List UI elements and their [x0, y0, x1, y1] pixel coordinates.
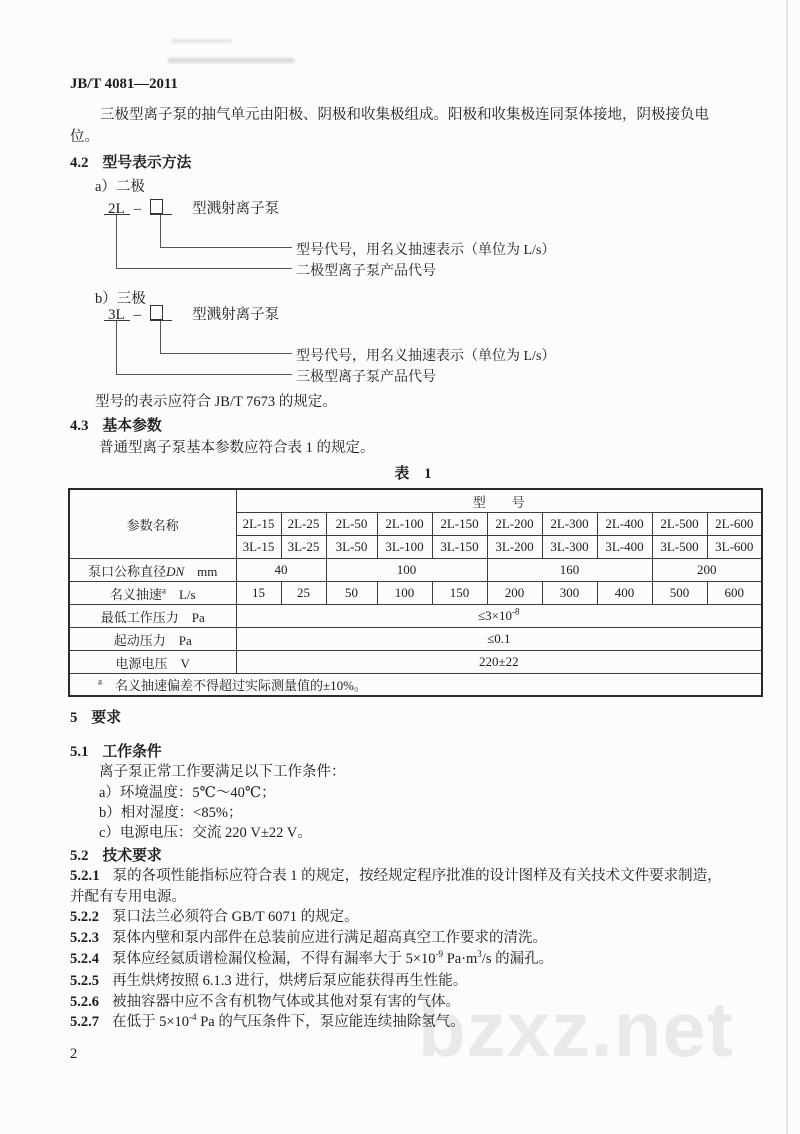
value-exponent: -4 [189, 1012, 197, 1023]
dash: – [133, 201, 142, 217]
model-header: 型 号 [236, 489, 762, 513]
value-exponent: 3 [477, 949, 482, 960]
dash: – [133, 307, 142, 323]
placeholder-box-icon [150, 305, 163, 320]
section-title: 型号表示方法 [102, 155, 192, 171]
scan-edge-line [786, 0, 788, 1134]
table-cell: 2L-200 [487, 513, 542, 536]
clause-number: 5.2.6 [70, 994, 99, 1010]
start-pressure-value: ≤0.1 [236, 628, 762, 651]
table-footnote [69, 674, 762, 697]
value-exponent: -8 [512, 606, 520, 617]
voltage-row [69, 651, 762, 674]
table-cell: 3L-600 [707, 536, 762, 559]
table-cell: 3L-50 [326, 536, 377, 559]
working-conditions-intro: 离子泵正常工作要满足以下工作条件： [99, 764, 346, 780]
table-cell: 3L-200 [487, 536, 542, 559]
table-cell: 2L-600 [707, 513, 762, 536]
clause-5-2-3 [70, 928, 547, 948]
table-cell: 160 [487, 559, 652, 582]
clause-number: 5.2.3 [70, 930, 99, 946]
model-code-callout: 型号代号，用名义抽速表示（单位为 L/s） [296, 243, 556, 258]
table-cell: 2L-500 [652, 513, 707, 536]
section-number: 4.3 [70, 418, 89, 434]
clause-text: 泵体内壁和泵内部件在总装前应进行满足超高真空工作要求的清洗。 [112, 930, 547, 946]
page-number: 2 [70, 1046, 78, 1062]
min-pressure-label: 最低工作压力 Pa [69, 605, 236, 628]
clause-5-2-1-line-2: 并配有专用电源。 [70, 889, 186, 905]
clause-number: 5.2.5 [70, 973, 99, 989]
placeholder-box-icon [150, 199, 163, 214]
table-cell: 600 [707, 582, 762, 605]
section-title: 技术要求 [102, 848, 162, 864]
clause-text: Pa 的气压条件下，泵应能连续抽除氢气。 [196, 1014, 465, 1030]
table-cell: 2L-100 [377, 513, 432, 536]
footnote-marker: a [161, 585, 166, 596]
clause-number: 5.2.7 [70, 1014, 99, 1030]
item-a-label: a）二极 [95, 179, 145, 195]
section-5-heading [70, 706, 121, 727]
condition-item-a: a）环境温度：5℃～40℃； [99, 785, 276, 801]
section-4-2-heading [70, 151, 191, 172]
table-cell: 500 [652, 582, 707, 605]
clause-5-2-2 [70, 907, 359, 927]
clause-5-2-7 [70, 1012, 465, 1032]
table-cell: 40 [236, 559, 326, 582]
section-number: 5.1 [70, 744, 89, 760]
footnote-marker: a [98, 676, 102, 687]
table-cell: 300 [542, 582, 597, 605]
table-cell: 3L-300 [542, 536, 597, 559]
model-diagram-2l [0, 197, 800, 289]
dn-unit: mm [184, 563, 218, 579]
voltage-label: 电源电压 V [69, 651, 236, 674]
clause-text: 泵体应经氦质谱检漏仪检漏，不得有漏率大于 5×10 [112, 951, 436, 967]
table-cell: 400 [597, 582, 652, 605]
table-cell: 200 [652, 559, 762, 582]
speed-label-text: 名义抽速 [109, 586, 162, 602]
section-number: 4.2 [70, 155, 89, 171]
table-caption: 表 1 [394, 466, 432, 482]
clause-number: 5.2.2 [70, 909, 99, 925]
intro-line-1: 三极型离子泵的抽气单元由阳极、阴极和收集极组成。阳极和收集极连同泵体接地，阴极接负电 [100, 107, 709, 123]
table-cell: 2L-400 [597, 513, 652, 536]
section-4-3-heading [70, 414, 162, 435]
value-exponent: -9 [435, 949, 444, 960]
table-cell: 25 [281, 582, 326, 605]
product-code-callout: 二极型离子泵产品代号 [296, 264, 436, 279]
table-footnote-row [69, 674, 762, 697]
table-cell: 2L-50 [326, 513, 377, 536]
clause-5-2-1-line-1 [70, 866, 722, 886]
table-cell: 2L-25 [281, 513, 326, 536]
clause-5-2-4 [70, 949, 553, 969]
dn-label [69, 559, 236, 582]
start-pressure-row [69, 628, 762, 651]
clause-text: 被抽容器中应不含有机物气体或其他对泵有害的气体。 [112, 994, 460, 1010]
table-cell: 50 [326, 582, 377, 605]
section-title: 工作条件 [102, 744, 162, 760]
product-code-callout: 三极型离子泵产品代号 [296, 370, 436, 385]
scan-smudge [168, 58, 294, 63]
model-code: 3L [108, 307, 125, 323]
section-title: 要求 [91, 710, 122, 726]
start-pressure-label: 起动压力 Pa [69, 628, 236, 651]
table-cell: 3L-25 [281, 536, 326, 559]
section-5-2-heading [70, 844, 162, 865]
table-cell: 3L-100 [377, 536, 432, 559]
section-4-3-body: 普通型离子泵基本参数应符合表 1 的规定。 [99, 440, 375, 456]
intro-line-2: 位。 [70, 129, 99, 145]
model-suffix: 型溅射离子泵 [192, 307, 280, 323]
section-title: 基本参数 [102, 418, 162, 434]
table-cell: 100 [377, 582, 432, 605]
table-cell: 3L-150 [432, 536, 487, 559]
clause-number: 5.2.4 [70, 951, 99, 967]
table-cell: 3L-15 [236, 536, 281, 559]
min-pressure-value [236, 605, 762, 628]
section-number: 5 [70, 710, 78, 726]
clause-5-2-6 [70, 992, 460, 1012]
model-code: 2L [108, 201, 125, 217]
clause-5-2-5 [70, 971, 467, 991]
clause-text: 再生烘烤按照 6.1.3 进行，烘烤后泵应能获得再生性能。 [112, 973, 468, 989]
model-suffix: 型溅射离子泵 [192, 201, 280, 217]
model-code-callout: 型号代号，用名义抽速表示（单位为 L/s） [296, 349, 556, 364]
table-cell: 2L-300 [542, 513, 597, 536]
watermark-text: bzxz.net [418, 985, 734, 1073]
section-5-1-heading [70, 740, 162, 761]
table-cell: 2L-15 [236, 513, 281, 536]
table-cell: 3L-500 [652, 536, 707, 559]
scan-smudge [172, 39, 232, 43]
value-base: ≤3×10 [478, 608, 513, 623]
table-cell: 100 [326, 559, 487, 582]
connector-line [116, 215, 292, 269]
speed-unit: L/s [165, 586, 196, 602]
clause-text: 泵的各项性能指标应符合表 1 的规定，按经规定程序批准的设计图样及有关技术文件要求制造， [112, 868, 722, 884]
condition-item-c: c）电源电压：交流 220 V±22 V。 [99, 825, 312, 841]
clause-text: 泵口法兰必须符合 GB/T 6071 的规定。 [112, 909, 359, 925]
voltage-value: 220±22 [236, 651, 762, 674]
clause-text: 在低于 5×10 [112, 1014, 190, 1030]
table-cell: 2L-150 [432, 513, 487, 536]
clause-text: /s 的漏孔。 [481, 951, 554, 967]
doc-number: JB/T 4081—2011 [70, 76, 178, 92]
connector-line [116, 321, 292, 375]
dn-label-text: 泵口公称直径 [88, 563, 167, 579]
model-diagram-3l [0, 303, 800, 395]
speed-label [69, 582, 236, 605]
section-number: 5.2 [70, 848, 89, 864]
item-b-label: b）三极 [95, 291, 146, 307]
table-cell: 3L-400 [597, 536, 652, 559]
param-name-header: 参数名称 [69, 489, 236, 559]
table-cell: 150 [432, 582, 487, 605]
footnote-text: 名义抽速偏差不得超过实际测量值的±10%。 [102, 678, 367, 693]
table-cell: 200 [487, 582, 542, 605]
dn-symbol: DN [166, 563, 185, 579]
speed-row [69, 582, 762, 605]
condition-item-b: b）相对湿度：<85%； [99, 805, 243, 821]
table-cell: 15 [236, 582, 281, 605]
dn-row [69, 559, 762, 582]
min-pressure-row [69, 605, 762, 628]
clause-number: 5.2.1 [70, 868, 100, 884]
basic-parameters-table [68, 488, 763, 697]
model-note: 型号的表示应符合 JB/T 7673 的规定。 [95, 394, 337, 410]
clause-text: Pa·m [443, 951, 478, 967]
